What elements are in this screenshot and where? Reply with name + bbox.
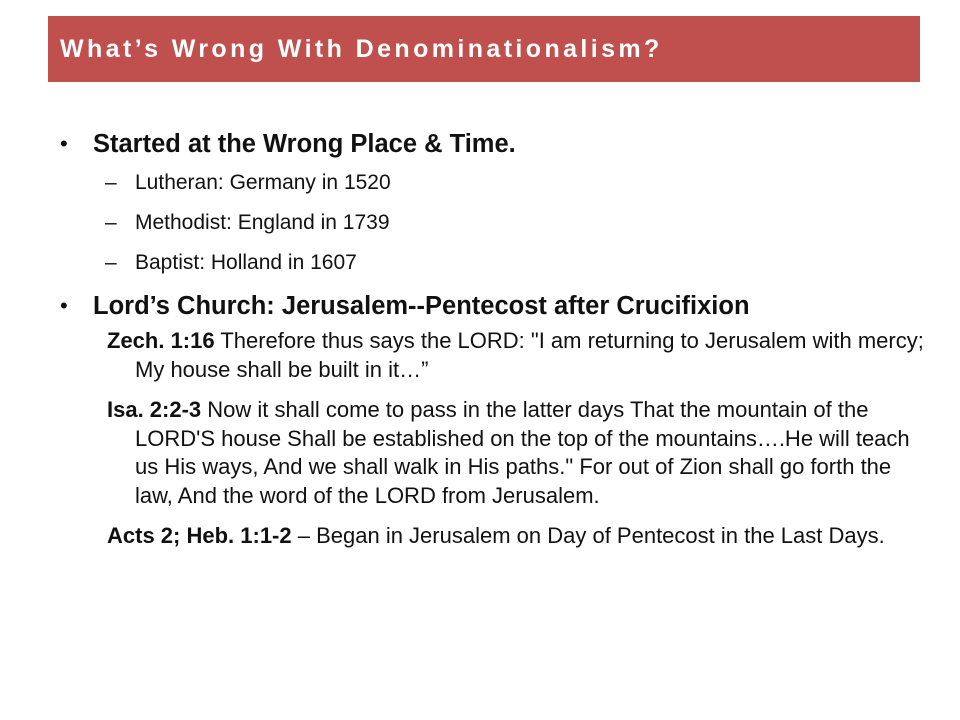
bullet-item [60,287,920,325]
scripture-text: Therefore thus says the LORD: "I am returning to Jerusalem with mercy; My house shall be built in it…” [135,328,924,382]
scripture-quote [107,327,935,384]
sub-item-text: Methodist: England in 1739 [135,211,390,234]
scripture-ref: Isa. 2:2-3 [107,397,202,422]
dash-icon: – [105,171,117,194]
slide-content [60,125,924,551]
title-bar [48,16,920,82]
slide-title: What’s Wrong With Denominationalism? [60,34,663,63]
sub-item-text: Lutheran: Germany in 1520 [135,171,391,194]
bullet-text: Lord’s Church: Jerusalem--Pentecost after Crucifixion [93,292,750,320]
scripture-text: – Began in Jerusalem on Day of Pentecost in the Last Days. [291,523,885,548]
sub-item [60,243,920,283]
bullet-dot-icon: • [60,293,68,318]
scripture-ref: Acts 2; Heb. 1:1-2 [107,523,292,548]
sub-item [60,203,920,243]
sub-item-text: Baptist: Holland in 1607 [135,251,357,274]
bullet-dot-icon: • [60,131,68,156]
dash-icon: – [105,211,117,234]
scripture-ref: Zech. 1:16 [107,328,215,353]
sub-item [60,163,920,203]
scripture-quote [107,522,935,551]
bullet-item [60,125,920,163]
scripture-quote [107,396,935,510]
bullet-text: Started at the Wrong Place & Time. [93,130,516,158]
dash-icon: – [105,251,117,274]
scripture-text: Now it shall come to pass in the latter days That the mountain of the LORD'S house Shall be established on the top of the mountains….He will teach us His ways, And we shall walk in His paths." For out of Zion shall go forth the law, And the word of the LORD from Jerusalem. [135,397,910,508]
